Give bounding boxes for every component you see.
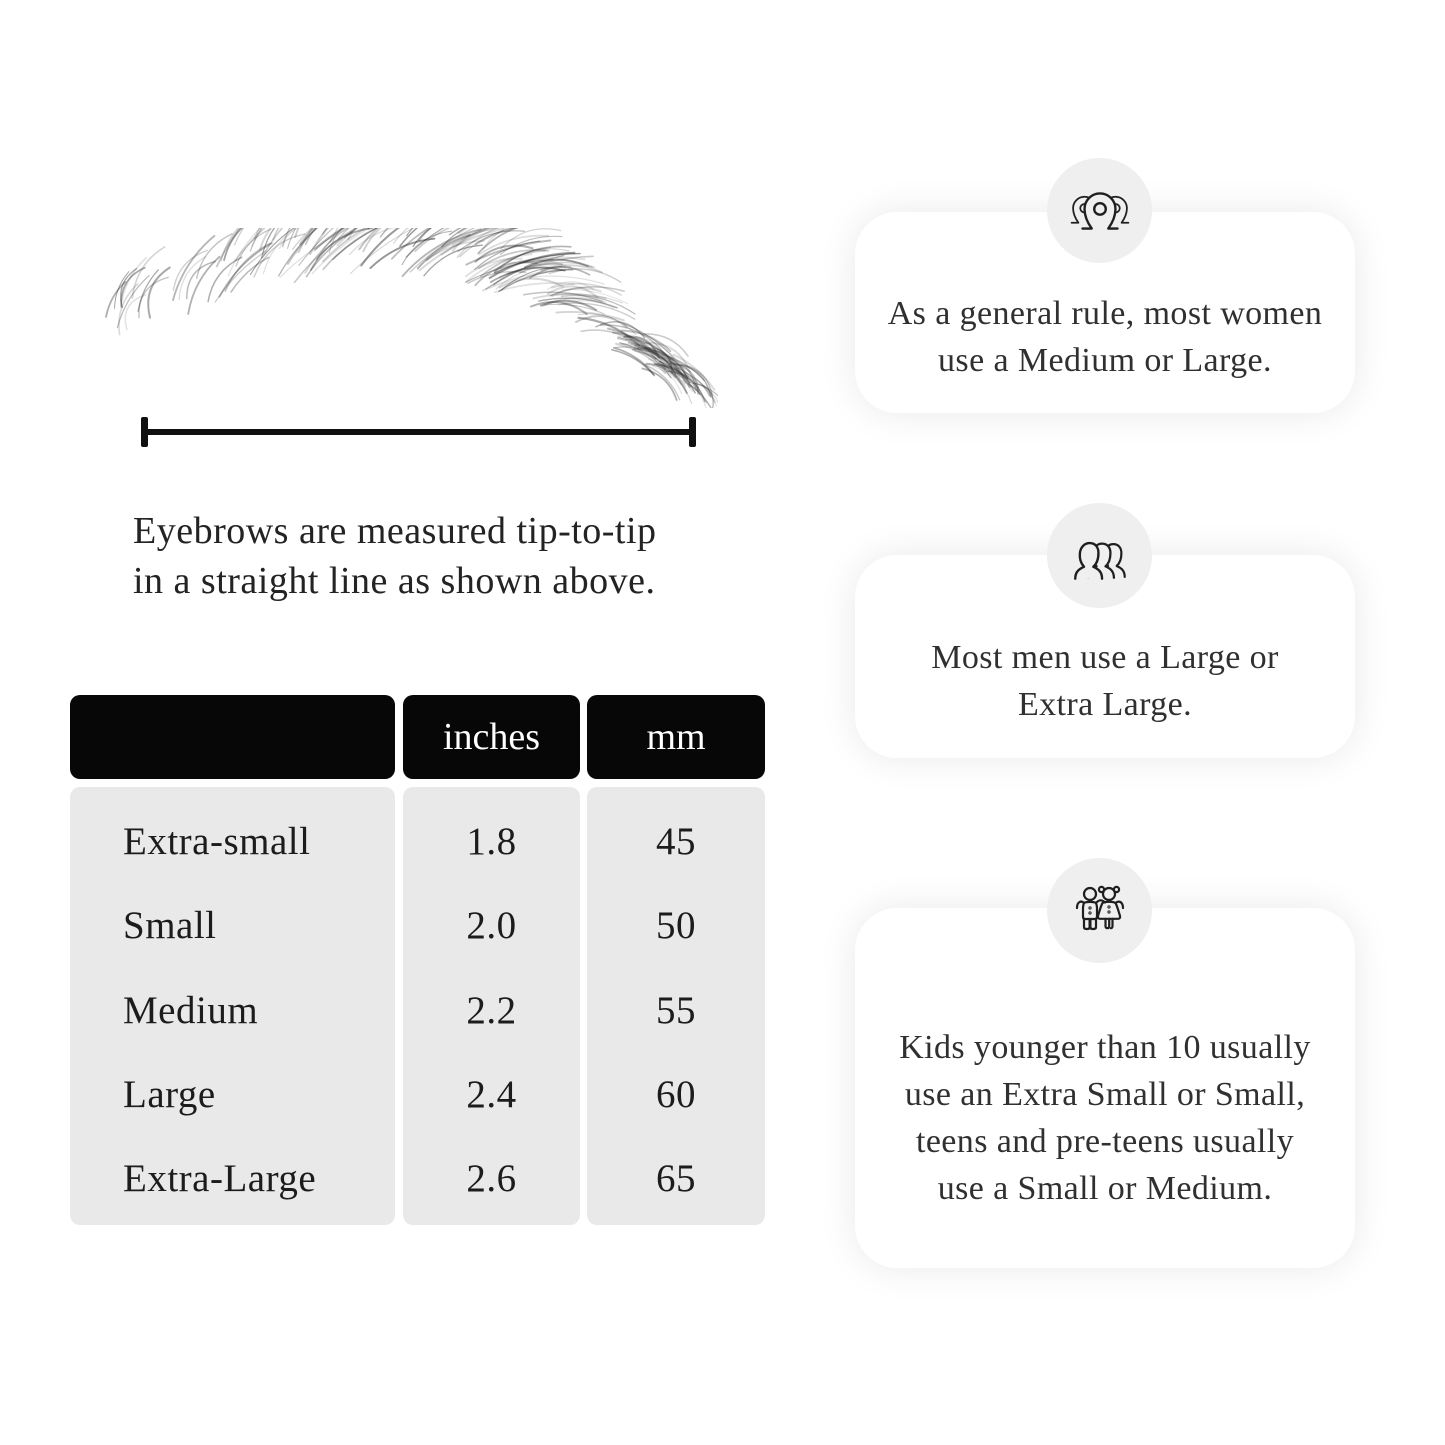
header-cell-inches: inches [403, 695, 580, 779]
header-cell-size [70, 695, 395, 779]
card-text: Most men use a Large or Extra Large. [931, 638, 1279, 723]
men-group-icon [1067, 529, 1133, 583]
table-cell-mm: 60 [656, 1072, 696, 1116]
women-icon-circle [1047, 158, 1152, 263]
table-cell-label: Extra-small [123, 819, 311, 863]
table-cell-inches: 2.4 [466, 1072, 517, 1116]
table-cell-label: Large [123, 1072, 216, 1116]
size-column-mm [587, 787, 765, 1225]
table-cell-mm: 50 [656, 904, 696, 948]
table-cell-mm: 65 [656, 1157, 696, 1201]
size-column-labels [70, 787, 395, 1225]
measurement-right-tick [689, 417, 696, 447]
header-cell-mm: mm [587, 695, 765, 779]
measurement-caption [133, 506, 657, 606]
table-cell-inches: 2.0 [466, 904, 517, 948]
caption-line-2: in a straight line as shown above. [133, 560, 656, 602]
table-cell-inches: 2.2 [466, 988, 517, 1032]
kids-icon [1068, 883, 1132, 939]
eyebrow-illustration [98, 228, 718, 408]
card-text: Kids younger than 10 usually use an Extra Small or Small, teens and pre-teens usually use a Small or Medium. [899, 1029, 1311, 1207]
women-group-icon [1067, 185, 1133, 237]
card-text: As a general rule, most women use a Medium or Large. [887, 294, 1323, 379]
table-cell-label: Small [123, 904, 217, 948]
table-cell-label: Extra-Large [123, 1157, 317, 1201]
men-icon-circle [1047, 503, 1152, 608]
measurement-line [145, 429, 692, 435]
table-cell-label: Medium [123, 988, 259, 1032]
measurement-left-tick [141, 417, 148, 447]
table-cell-mm: 55 [656, 988, 696, 1032]
size-table-header [70, 695, 765, 779]
caption-line-1: Eyebrows are measured tip-to-tip [133, 510, 657, 552]
table-cell-inches: 2.6 [466, 1157, 517, 1201]
kids-icon-circle [1047, 858, 1152, 963]
table-cell-inches: 1.8 [466, 819, 517, 863]
size-column-inches [403, 787, 580, 1225]
table-cell-mm: 45 [656, 819, 696, 863]
